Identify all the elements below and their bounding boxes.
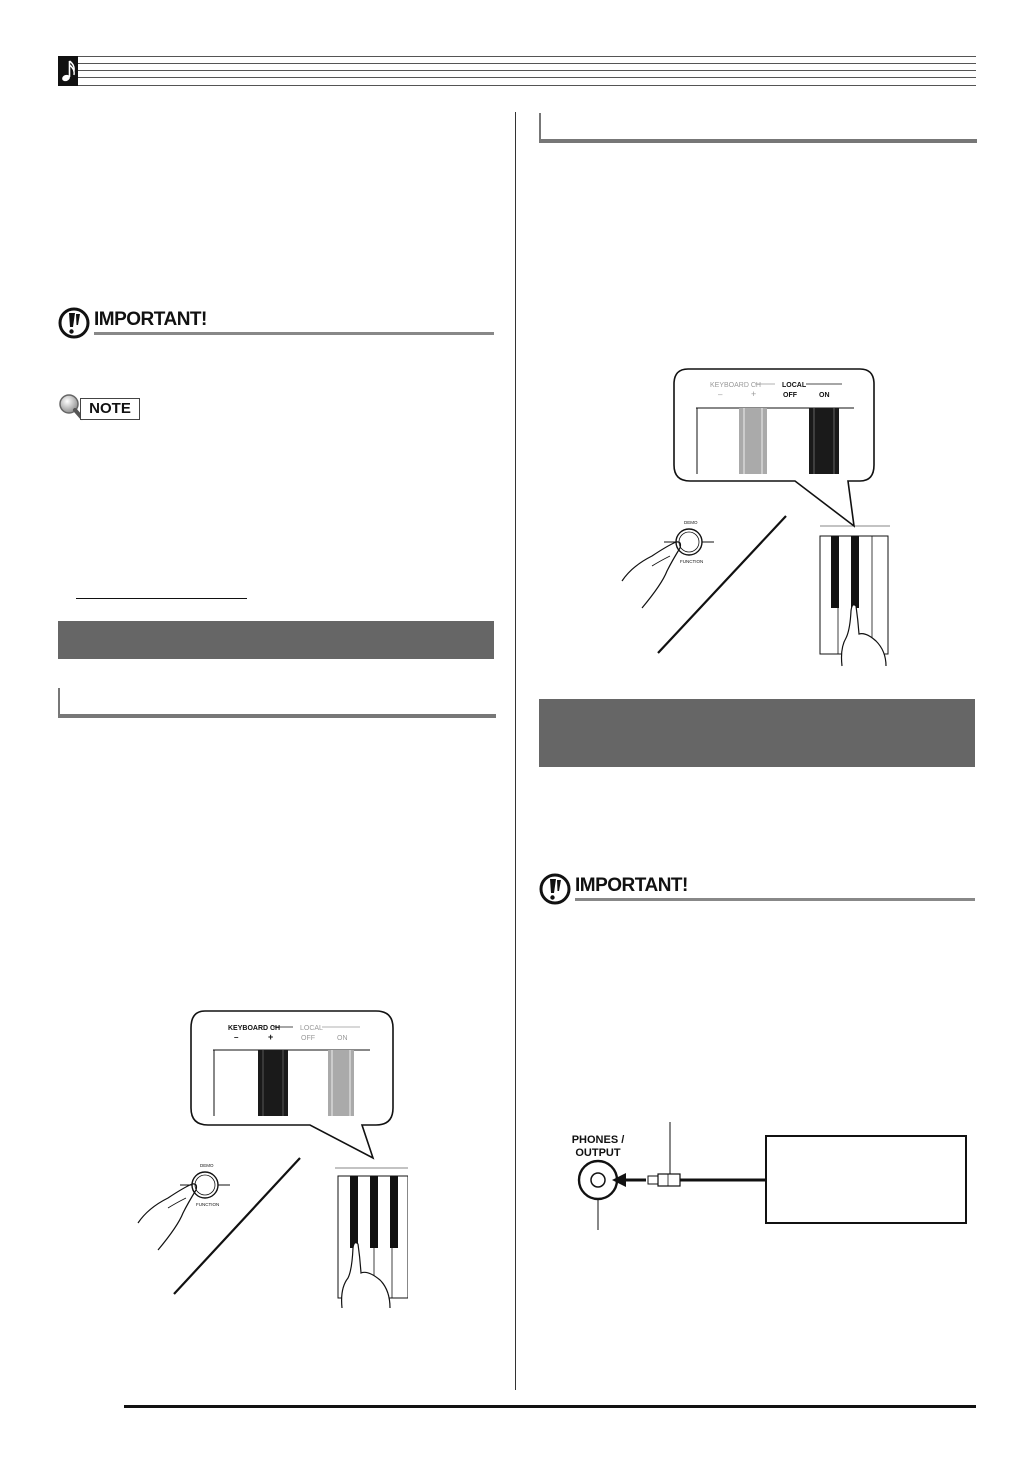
keyboard-ch-illustration bbox=[128, 1008, 408, 1313]
group-local-text: LOCAL bbox=[300, 1025, 323, 1032]
subheading-bracket-right bbox=[539, 113, 977, 143]
note-header bbox=[56, 392, 142, 422]
warning-icon bbox=[58, 307, 90, 339]
subheading-bracket-left bbox=[58, 688, 496, 718]
off-text: OFF bbox=[783, 392, 797, 399]
external-device-box bbox=[765, 1135, 967, 1224]
highlighted-key bbox=[258, 1050, 288, 1116]
button-bottom-text: FUNCTION bbox=[196, 1202, 220, 1207]
note-label: NOTE bbox=[80, 398, 140, 420]
column-divider bbox=[515, 112, 516, 1390]
section-bar-left bbox=[58, 621, 494, 659]
off-text: OFF bbox=[301, 1035, 315, 1042]
page-header-staff bbox=[58, 56, 976, 86]
minus-text: – bbox=[718, 390, 723, 399]
section-bar-right bbox=[539, 699, 975, 767]
phones-output-line1: PHONES / bbox=[571, 1134, 625, 1146]
group-keyboard-ch-text: KEYBOARD CH bbox=[710, 382, 761, 389]
page-bottom-rule bbox=[124, 1405, 976, 1408]
group-local-text: LOCAL bbox=[782, 382, 807, 389]
important-rule bbox=[94, 332, 494, 335]
button-top-text: DEMO bbox=[684, 520, 698, 525]
warning-icon bbox=[539, 873, 571, 905]
group-keyboard-ch-text: KEYBOARD CH bbox=[228, 1025, 281, 1032]
sixteenth-note-icon bbox=[58, 56, 78, 86]
on-text: ON bbox=[819, 392, 830, 399]
button-bottom-text: FUNCTION bbox=[680, 559, 704, 564]
phones-output-line2: OUTPUT bbox=[575, 1147, 621, 1159]
on-text: ON bbox=[337, 1035, 348, 1042]
local-control-illustration bbox=[610, 366, 900, 676]
important-header-right bbox=[539, 873, 975, 899]
plus-text: + bbox=[268, 1032, 274, 1042]
highlighted-key bbox=[809, 408, 839, 474]
important-label: IMPORTANT! bbox=[94, 309, 207, 330]
minus-text: – bbox=[234, 1033, 239, 1042]
important-label: IMPORTANT! bbox=[575, 875, 688, 896]
dim-key bbox=[739, 408, 767, 474]
button-top-text: DEMO bbox=[200, 1163, 214, 1168]
important-rule bbox=[575, 898, 975, 901]
reference-underline bbox=[76, 598, 247, 599]
plus-text: + bbox=[751, 389, 757, 399]
important-header-left bbox=[58, 307, 494, 333]
phones-output-connection-diagram bbox=[570, 1118, 770, 1233]
